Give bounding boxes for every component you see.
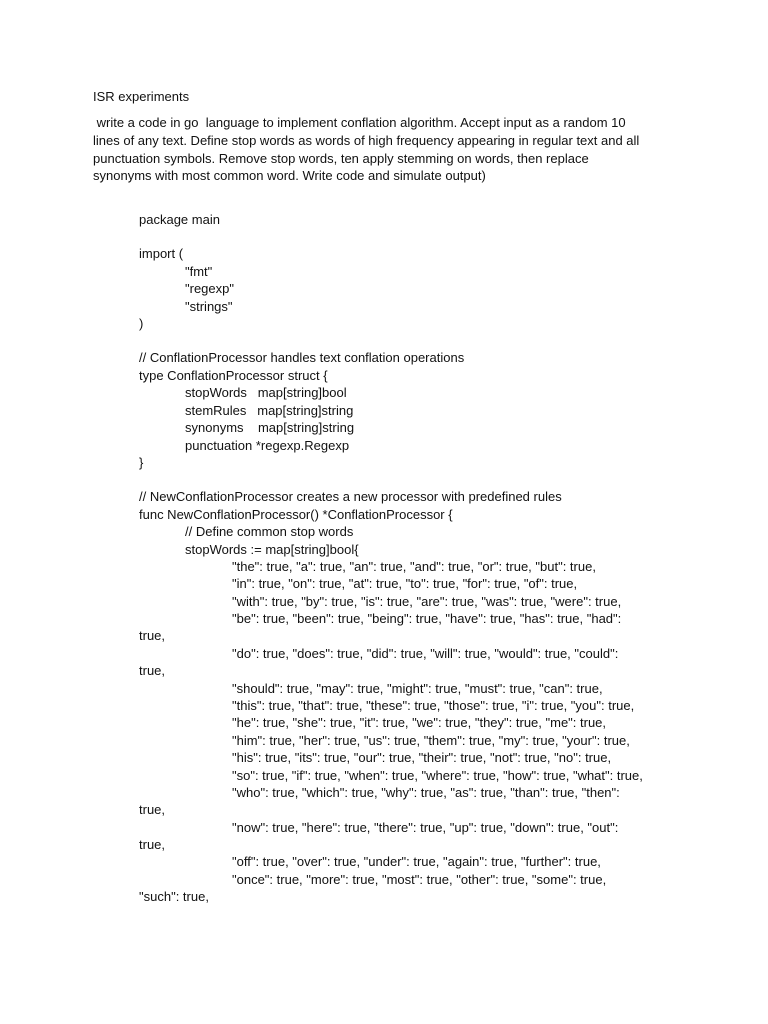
- code-line: true,: [139, 663, 166, 678]
- code-line: stopWords map[string]bool: [185, 385, 347, 400]
- code-line: "do": true, "does": true, "did": true, "will": true, "would": true, "could":: [232, 646, 619, 661]
- code-line: "who": true, "which": true, "why": true, "as": true, "than": true, "then":: [232, 785, 620, 800]
- code-line: // ConflationProcessor handles text conflation operations: [139, 350, 465, 365]
- code-line: "the": true, "a": true, "an": true, "and": true, "or": true, "but": true,: [232, 559, 596, 574]
- code-line: import (: [139, 246, 184, 261]
- code-line: type ConflationProcessor struct {: [139, 368, 328, 383]
- code-line: // Define common stop words: [185, 524, 354, 539]
- code-line: true,: [139, 837, 166, 852]
- code-line: synonyms map[string]string: [185, 420, 355, 435]
- code-line: true,: [139, 628, 166, 643]
- code-line: "so": true, "if": true, "when": true, "where": true, "how": true, "what": true,: [232, 768, 643, 783]
- code-line: package main: [139, 212, 220, 227]
- code-line: "be": true, "been": true, "being": true, "have": true, "has": true, "had":: [232, 611, 622, 626]
- prompt-line: punctuation symbols. Remove stop words, ten apply stemming on words, then replace: [93, 151, 589, 166]
- code-line: func NewConflationProcessor() *ConflationProcessor {: [139, 507, 453, 522]
- code-line: "such": true,: [139, 889, 209, 904]
- code-line: "regexp": [185, 281, 234, 296]
- code-line: "him": true, "her": true, "us": true, "them": true, "my": true, "your": true,: [232, 733, 630, 748]
- code-line: true,: [139, 802, 166, 817]
- prompt-line: lines of any text. Define stop words as words of high frequency appearing in regular text and all: [93, 133, 640, 148]
- code-line: "strings": [185, 299, 233, 314]
- code-line: // NewConflationProcessor creates a new processor with predefined rules: [139, 489, 562, 504]
- code-line: "now": true, "here": true, "there": true, "up": true, "down": true, "out":: [232, 820, 619, 835]
- code-line: "off": true, "over": true, "under": true, "again": true, "further": true,: [232, 854, 601, 869]
- prompt-line: write a code in go language to implement conflation algorithm. Accept input as a random 10: [93, 115, 626, 130]
- code-line: "this": true, "that": true, "these": true, "those": true, "i": true, "you": true,: [232, 698, 635, 713]
- code-line: "fmt": [185, 264, 213, 279]
- code-line: ): [139, 316, 144, 331]
- code-line: "in": true, "on": true, "at": true, "to": true, "for": true, "of": true,: [232, 576, 578, 591]
- prompt-line: synonyms with most common word. Write code and simulate output): [93, 168, 486, 183]
- code-line: stemRules map[string]string: [185, 403, 354, 418]
- code-line: "his": true, "its": true, "our": true, "their": true, "not": true, "no": true,: [232, 750, 612, 765]
- code-line: "should": true, "may": true, "might": true, "must": true, "can": true,: [232, 681, 603, 696]
- code-line: "he": true, "she": true, "it": true, "we": true, "they": true, "me": true,: [232, 715, 607, 730]
- document-title: ISR experiments: [93, 89, 190, 104]
- code-line: "once": true, "more": true, "most": true, "other": true, "some": true,: [232, 872, 607, 887]
- code-line: punctuation *regexp.Regexp: [185, 438, 350, 453]
- code-line: "with": true, "by": true, "is": true, "are": true, "was": true, "were": true,: [232, 594, 622, 609]
- code-line: stopWords := map[string]bool{: [185, 542, 359, 557]
- code-line: }: [139, 455, 144, 470]
